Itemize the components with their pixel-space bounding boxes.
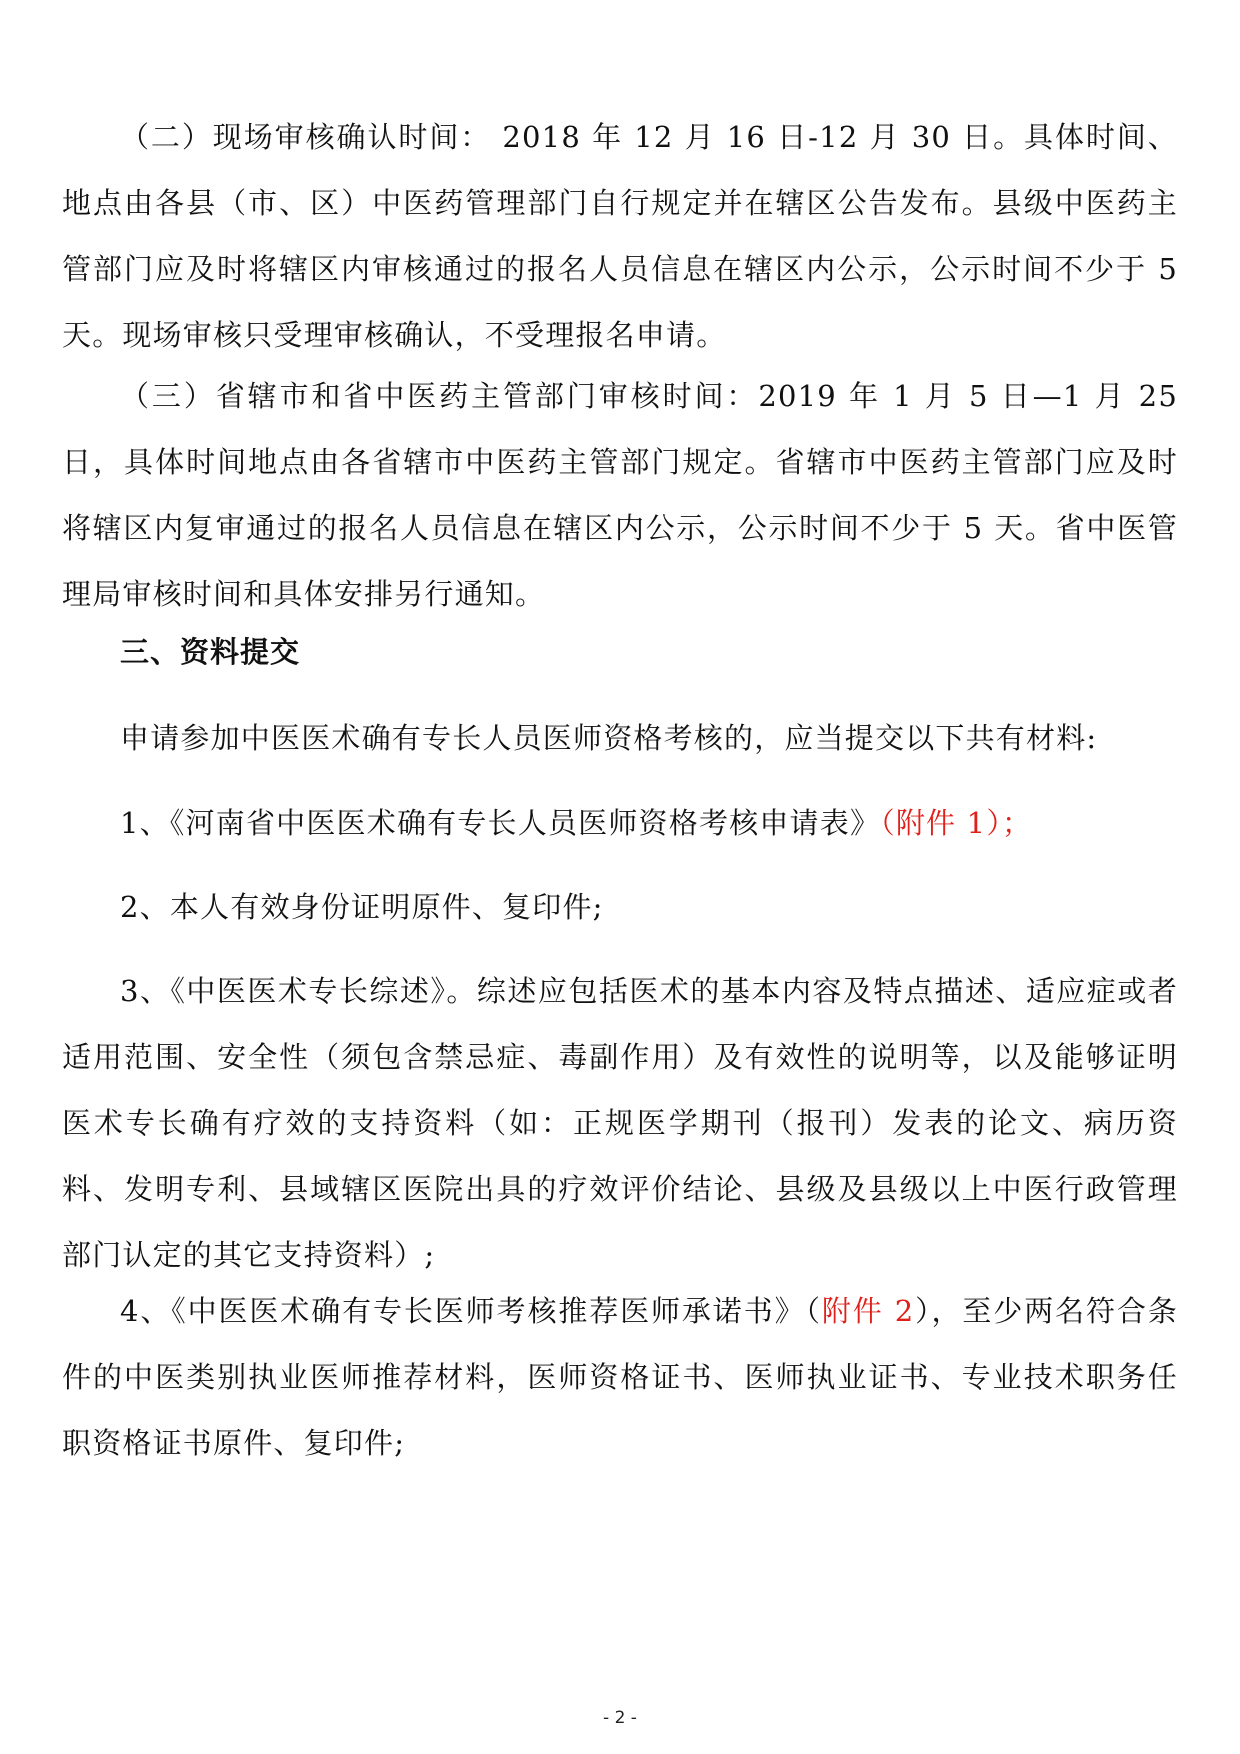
section-heading-materials: 三、资料提交 (120, 635, 301, 669)
list-item-1 (62, 790, 1178, 856)
paragraph-provincial-review-time: （三）省辖市和省中医药主管部门审核时间：2019 年 1 月 5 日—1 月 25 日，具体时间地点由各省辖市中医药主管部门规定。省辖市中医药主管部门应及时将辖区内复审通过的报名人员信息在辖区内公示，公示时间不少于 5 天。省中医管理局审核时间和具体安排另行通知。 (62, 379, 1178, 611)
attachment-1-reference: （附件 1）； (880, 806, 1033, 840)
attachment-2-reference: 附件 2 (821, 1294, 915, 1328)
list-item-4-prefix: 4、《中医医术确有专长医师考核推荐医师承诺书》（ (120, 1294, 822, 1328)
list-item-4-suffix: ），至少两名符合条件的中医类别执业医师推荐材料，医师资格证书、医师执业证书、专业技术职务任职资格证书原件、复印件; (62, 1294, 1178, 1460)
paragraph-review-time: （二）现场审核确认时间： 2018 年 12 月 16 日-12 月 30 日。具体时间、地点由各县（市、区）中医药管理部门自行规定并在辖区公告发布。县级中医药主管部门应及时将辖区内审核通过的报名人员信息在辖区内公示，公示时间不少于 5 天。现场审核只受理审核确认，不受理报名申请。 (62, 120, 1178, 352)
list-item-4 (62, 1278, 1178, 1476)
list-item-3: 3、《中医医术专长综述》。综述应包括医术的基本内容及特点描述、适应症或者适用范围、安全性（须包含禁忌症、毒副作用）及有效性的说明等，以及能够证明医术专长确有疗效的支持资料（如：正规医学期刊（报刊）发表的论文、病历资料、发明专利、县域辖区医院出具的疗效评价结论、县级及县级以上中医行政管理部门认定的其它支持资料）; (62, 974, 1178, 1272)
paragraph-materials-intro: 申请参加中医医术确有专长人员医师资格考核的，应当提交以下共有材料: (120, 721, 1098, 755)
list-item-1-text: 1、《河南省中医医术确有专长人员医师资格考核申请表》 (120, 806, 881, 840)
list-item-2: 2、本人有效身份证明原件、复印件; (120, 890, 604, 924)
page-number: - 2 - (603, 1708, 637, 1728)
